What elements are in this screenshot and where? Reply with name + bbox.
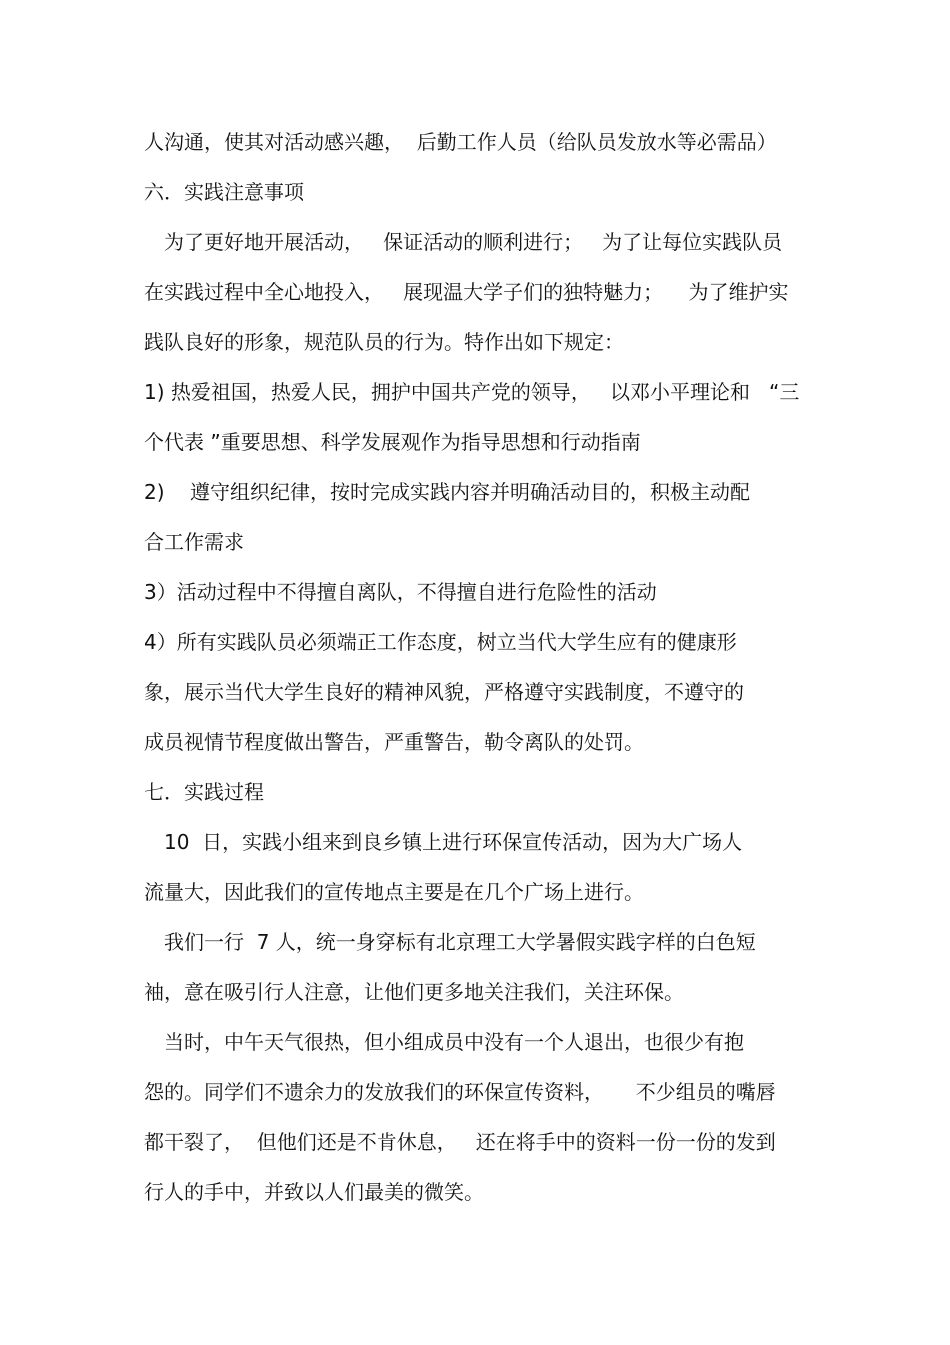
text-line-19: 当时，中午天气很热，但小组成员中没有一个人退出，也很少有抱 xyxy=(164,1030,744,1054)
text-line-17: 我们一行 7 人，统一身穿标有北京理工大学暑假实践字样的白色短 xyxy=(164,930,756,954)
text-line-5: 践队良好的形象，规范队员的行为。特作出如下规定： xyxy=(144,330,624,354)
rule-item-2-cont: 合工作需求 xyxy=(144,530,244,554)
text-line-22: 行人的手中，并致以人们最美的微笑。 xyxy=(144,1180,484,1204)
text-line-21: 都干裂了， 但他们还是不肯休息， 还在将手中的资料一份一份的发到 xyxy=(144,1130,776,1154)
text-line-3: 为了更好地开展活动， 保证活动的顺利进行； 为了让每位实践队员 xyxy=(164,230,783,254)
section-heading-6: 六．实践注意事项 xyxy=(144,180,304,204)
rule-item-3: 3）活动过程中不得擅自离队，不得擅自进行危险性的活动 xyxy=(144,580,657,604)
text-line-1: 人沟通，使其对活动感兴趣， 后勤工作人员（给队员发放水等必需品） xyxy=(144,130,777,154)
rule-item-4: 4）所有实践队员必须端正工作态度，树立当代大学生应有的健康形 xyxy=(144,630,737,654)
rule-item-4-cont-2: 成员视情节程度做出警告，严重警告，勒令离队的处罚。 xyxy=(144,730,644,754)
rule-item-1: 1) 热爱祖国，热爱人民，拥护中国共产党的领导， 以邓小平理论和 “三 xyxy=(144,380,800,404)
text-line-16: 流量大，因此我们的宣传地点主要是在几个广场上进行。 xyxy=(144,880,644,904)
text-line-18: 袖，意在吸引行人注意，让他们更多地关注我们，关注环保。 xyxy=(144,980,684,1004)
text-line-4: 在实践过程中全心地投入， 展现温大学子们的独特魅力； 为了维护实 xyxy=(144,280,789,304)
rule-item-4-cont-1: 象，展示当代大学生良好的精神风貌，严格遵守实践制度，不遵守的 xyxy=(144,680,744,704)
section-heading-7: 七．实践过程 xyxy=(144,780,264,804)
rule-item-1-cont: 个代表 ”重要思想、科学发展观作为指导思想和行动指南 xyxy=(144,430,641,454)
text-line-15: 10 日，实践小组来到良乡镇上进行环保宣传活动，因为大广场人 xyxy=(164,830,743,854)
text-line-20: 怨的。同学们不遗余力的发放我们的环保宣传资料， 不少组员的嘴唇 xyxy=(144,1080,776,1104)
rule-item-2: 2) 遵守组织纪律，按时完成实践内容并明确活动目的，积极主动配 xyxy=(144,480,750,504)
